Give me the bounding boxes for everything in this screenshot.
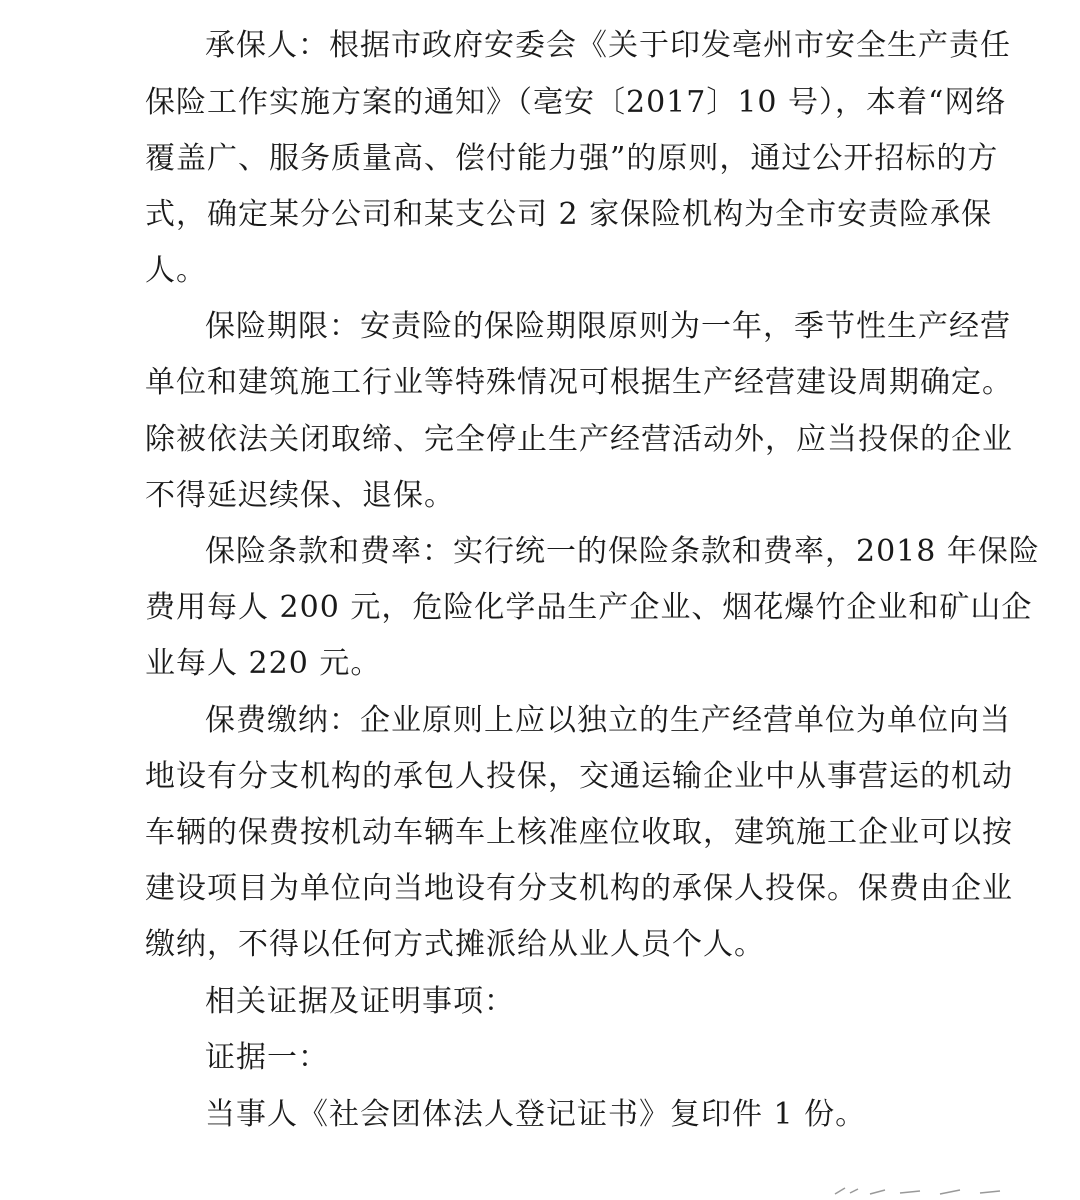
paragraph-1-line-1: 承保人：根据市政府安委会《关于印发亳州市安全生产责任 [205,28,1011,63]
paragraph-4-line-3: 车辆的保费按机动车辆车上核准座位收取，建筑施工企业可以按 [145,815,1013,850]
paragraph-1-line-3: 覆盖广、服务质量高、偿付能力强”的原则，通过公开招标的方 [145,141,999,176]
paragraph-3-line-1: 保险条款和费率：实行统一的保险条款和费率，2018 年保险 [205,534,1040,569]
evidence-heading: 相关证据及证明事项： [205,984,515,1019]
paragraph-1-line-4: 式，确定某分公司和某支公司 2 家保险机构为全市安责险承保 [145,197,993,232]
paragraph-1-line-5: 人。 [145,253,207,288]
evidence-one-label: 证据一： [205,1040,329,1075]
paragraph-4-line-5: 缴纳，不得以任何方式摊派给从业人员个人。 [145,927,765,962]
paragraph-2-line-2: 单位和建筑施工行业等特殊情况可根据生产经营建设周期确定。 [145,365,1013,400]
paragraph-3-line-3: 业每人 220 元。 [145,646,382,681]
paragraph-2-line-1: 保险期限：安责险的保险期限原则为一年，季节性生产经营 [205,309,1011,344]
paragraph-4-line-2: 地设有分支机构的承包人投保，交通运输企业中从事营运的机动 [145,759,1013,794]
paragraph-3-line-2: 费用每人 200 元，危险化学品生产企业、烟花爆竹企业和矿山企 [145,590,1033,625]
paragraph-1-line-2: 保险工作实施方案的通知》（亳安〔2017〕10 号），本着“网络 [145,85,1007,120]
scan-artifact [830,1186,1030,1196]
paragraph-4-line-4: 建设项目为单位向当地设有分支机构的承保人投保。保费由企业 [145,871,1013,906]
paragraph-2-line-4: 不得延迟续保、退保。 [145,478,455,513]
paragraph-2-line-3: 除被依法关闭取缔、完全停止生产经营活动外，应当投保的企业 [145,422,1013,457]
evidence-one-item: 当事人《社会团体法人登记证书》复印件 1 份。 [205,1097,867,1132]
paragraph-4-line-1: 保费缴纳：企业原则上应以独立的生产经营单位为单位向当 [205,703,1011,738]
